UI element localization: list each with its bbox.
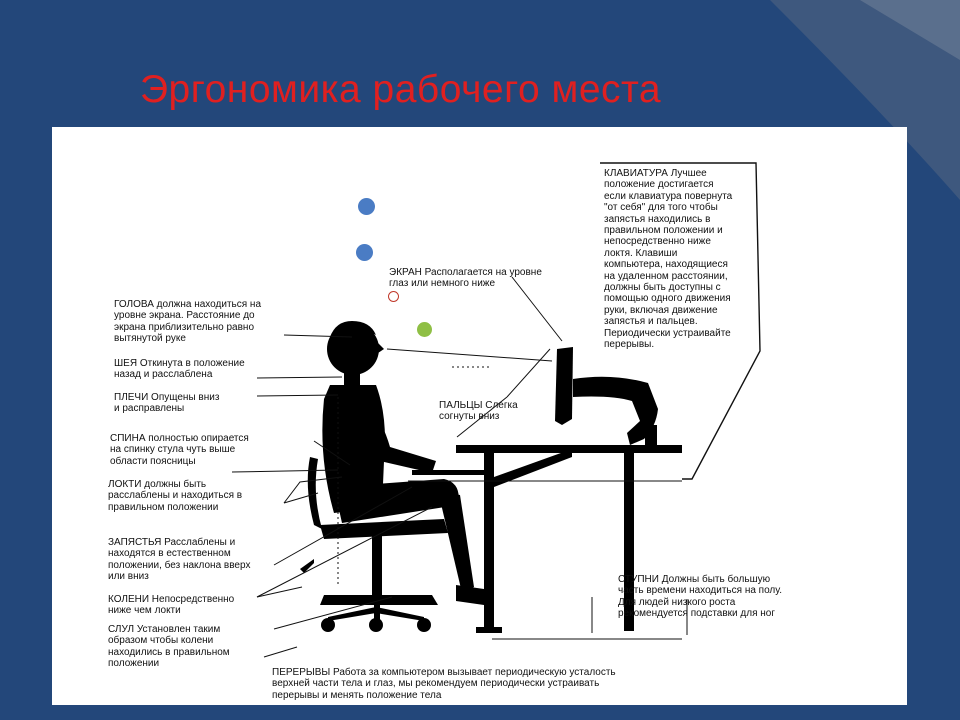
bullet-dot-green — [417, 322, 432, 337]
label-shoulders: ПЛЕЧИ Опущены вниз и расправлены — [114, 392, 220, 415]
label-head: ГОЛОВА должна находиться на уровне экрана. Расстояние до экрана приблизительно равно вытянутой руке — [114, 299, 262, 345]
label-knees: КОЛЕНИ Непосредственно ниже чем локти — [108, 594, 235, 617]
label-screen: ЭКРАН Располагается на уровне глаз или немного ниже — [389, 267, 542, 290]
label-wrists: ЗАПЯСТЬЯ Расслаблены и находятся в естественном положении, без наклона вверх или вниз — [108, 537, 251, 583]
label-keyboard: КЛАВИАТУРА Лучшее положение достигается если клавиатура повернута "от себя" для того чтобы запястья находились в правильном положении и непосредственно ниже локтя. Клавиши компьютера, находящиеся на удаленном расстоянии, должны быть доступны с помощью одного движения руки, включая движение запястья и пальцев. Периодически устраивайте перерывы. — [604, 168, 733, 351]
bullet-dot-blue — [358, 198, 375, 215]
label-chair: СЛУЛ Установлен таким образом чтобы колени находились в правильном положении — [108, 624, 230, 670]
label-neck: ШЕЯ Откинута в положение назад и расслаблена — [114, 358, 245, 381]
label-elbows: ЛОКТИ должны быть расслаблены и находиться в правильном положении — [108, 479, 243, 513]
slide-title: Эргономика рабочего места — [140, 68, 662, 111]
label-back: СПИНА полностью опирается на спинку стула чуть выше области поясницы — [110, 433, 249, 467]
label-feet: СТУПНИ Должны быть большую часть времени находиться на полу. Для людей низкого роста рекомендуется подставки для ног — [618, 574, 783, 620]
ergonomics-diagram — [52, 127, 907, 705]
label-breaks: ПЕРЕРЫВЫ Работа за компьютером вызывает периодическую усталость верхней части тела и глаз, мы рекомендуем периодически устраивать перерывы и менять положение тела — [272, 667, 616, 701]
label-fingers: ПАЛЬЦЫ Слегка согнуты вниз — [439, 400, 518, 423]
bullet-dot-outline-red — [388, 291, 399, 302]
bullet-dot-blue — [356, 244, 373, 261]
